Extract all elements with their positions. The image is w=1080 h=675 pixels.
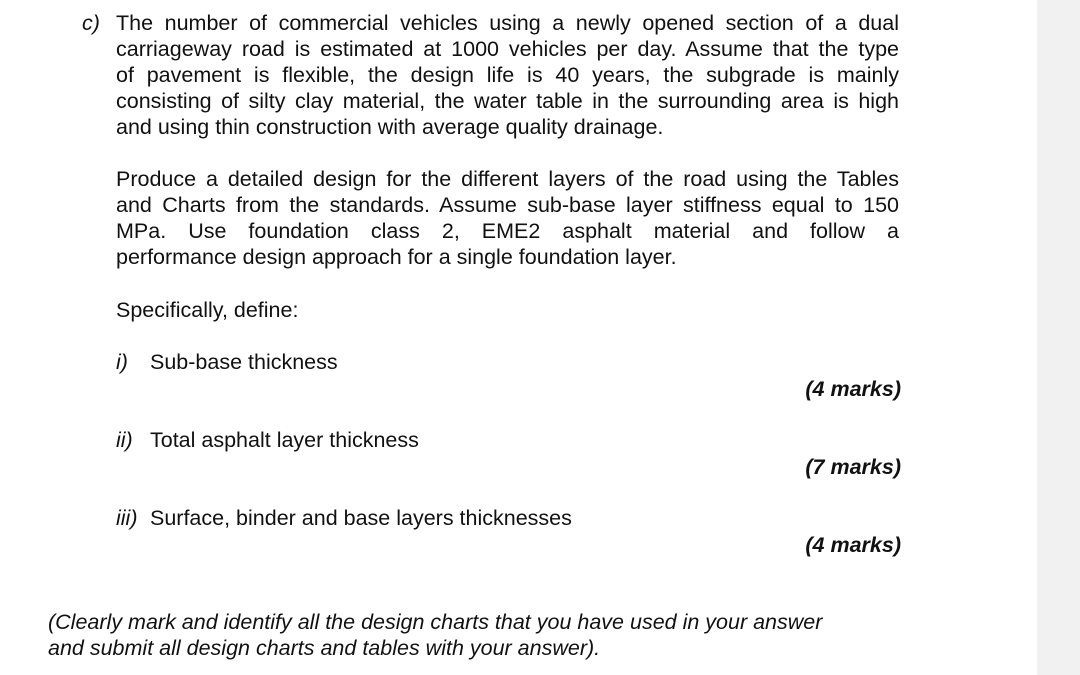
marks-label: (4 marks) — [805, 377, 901, 401]
para2-line: performance design approach for a single foundation layer. — [116, 245, 677, 269]
specifically-heading: Specifically, define: — [116, 298, 299, 322]
para1-line: consisting of silty clay material, the water table in the surrounding area is high — [116, 89, 899, 113]
note-line: and submit all design charts and tables with your answer). — [48, 636, 601, 660]
para1-line: and using thin construction with average quality drainage. — [116, 115, 664, 139]
sub-question-label: iii) — [116, 506, 138, 530]
sub-question-ii — [116, 427, 419, 453]
marks-label: (7 marks) — [805, 455, 901, 479]
sub-question-iii — [116, 505, 572, 531]
marks-label: (4 marks) — [805, 533, 901, 557]
sub-question-label: ii) — [116, 428, 133, 452]
sub-question-text: Surface, binder and base layers thicknesses — [150, 506, 572, 530]
question-label: c) — [82, 11, 100, 35]
para2-line: Produce a detailed design for the different layers of the road using the Tables — [116, 167, 899, 191]
para2-line: and Charts from the standards. Assume sub-base layer stiffness equal to 150 — [116, 193, 899, 217]
sub-question-text: Sub-base thickness — [150, 350, 338, 374]
note-line: (Clearly mark and identify all the design charts that you have used in your answer — [48, 610, 823, 634]
sub-question-label: i) — [116, 350, 128, 374]
para1-line: The number of commercial vehicles using a newly opened section of a dual — [116, 11, 899, 35]
para2-line: MPa. Use foundation class 2, EME2 asphalt material and follow a — [116, 219, 899, 243]
para1-line: carriageway road is estimated at 1000 vehicles per day. Assume that the type — [116, 37, 899, 61]
sub-question-text: Total asphalt layer thickness — [150, 428, 419, 452]
page-margin-strip — [1037, 0, 1080, 675]
para1-line: of pavement is flexible, the design life is 40 years, the subgrade is mainly — [116, 63, 899, 87]
sub-question-i — [116, 349, 338, 375]
